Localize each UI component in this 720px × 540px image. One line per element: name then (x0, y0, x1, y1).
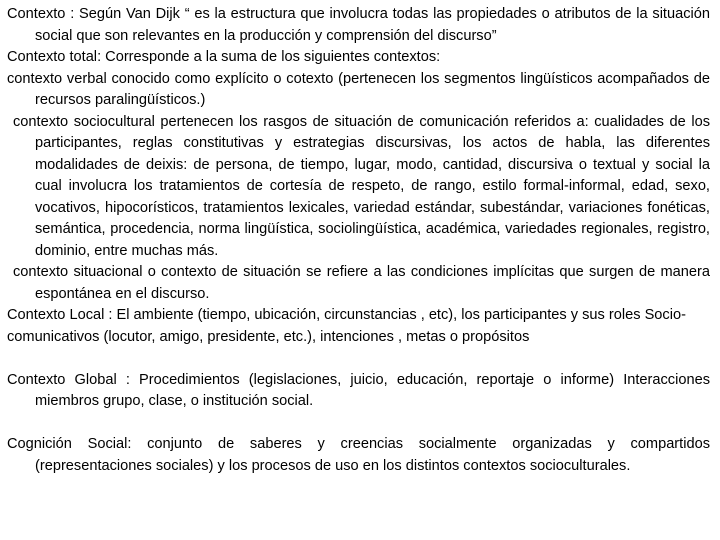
entry-contexto-global (7, 370, 710, 413)
definition-contexto-situacional: se refiere a las condiciones implícitas que surgen de manera espontánea en el discurso. (35, 264, 710, 302)
definition-contexto-local: : El ambiente (tiempo, ubicación, circunstancias , etc), los participantes y sus roles Socio-comunicativos (locutor, amigo, presidente, etc.), intenciones , metas o propósitos (7, 307, 686, 345)
entry-contexto-local (7, 305, 710, 348)
term-contexto-sociocultural: contexto sociocultural (13, 113, 155, 130)
entry-contexto-situacional (7, 262, 710, 305)
entry-contexto-total (7, 47, 710, 69)
paragraph-gap (7, 348, 710, 370)
entry-contexto-sociocultural (7, 112, 710, 263)
term-contexto-global: Contexto Global (7, 371, 117, 388)
definition-contexto: : Según Van Dijk “ es la estructura que involucra todas las propiedades o atributos de la situación social que son relevantes en la producción y comprensión del discurso” (35, 6, 710, 44)
term-contexto: Contexto (7, 6, 66, 22)
definition-cognicion-social: : conjunto de saberes y creencias socialmente organizadas y compartidos (representaciones sociales) y los procesos de uso en los distintos contextos socioculturales. (35, 436, 710, 474)
definition-contexto-global: : Procedimientos (legislaciones, juicio, educación, reportaje o informe) Interacciones miembros grupo, clase, o institución social. (35, 371, 710, 409)
term-cognicion-social: Cognición Social (7, 436, 128, 452)
definition-contexto-total: : Corresponde a la suma de los siguientes contextos: (97, 49, 441, 65)
term-contexto-local: Contexto Local (7, 307, 105, 323)
entry-cognicion-social (7, 434, 710, 477)
entry-contexto-verbal (7, 69, 710, 112)
entry-contexto (7, 4, 710, 47)
document-page (7, 4, 710, 477)
paragraph-gap (7, 413, 710, 435)
term-contexto-situacional: contexto situacional o contexto de situación (13, 264, 301, 280)
term-contexto-total: Contexto total (7, 49, 98, 65)
term-contexto-verbal: contexto verbal (7, 70, 107, 87)
definition-contexto-verbal: conocido como explícito o cotexto (pertenecen los segmentos lingüísticos acompañados de recursos paralingüísticos.) (35, 70, 710, 108)
definition-contexto-sociocultural: pertenecen los rasgos de situación de comunicación referidos a: cualidades de los participantes, reglas constitutivas y estrategias discursivas, los actos de habla, las diferentes modalidades de deixis: de persona, de tiempo, lugar, modo, cantidad, discursiva o textual y social la cual involucra los tratamientos de cortesía de respeto, de rango, estilo formal-informal, edad, sexo, vocativos, hipocorísticos, tratamientos lexicales, variedad estándar, subestándar, variaciones fonéticas, semántica, procedencia, norma lingüística, sociolingüística, académica, variedades regionales, registro, dominio, entre muchas más. (35, 113, 710, 259)
